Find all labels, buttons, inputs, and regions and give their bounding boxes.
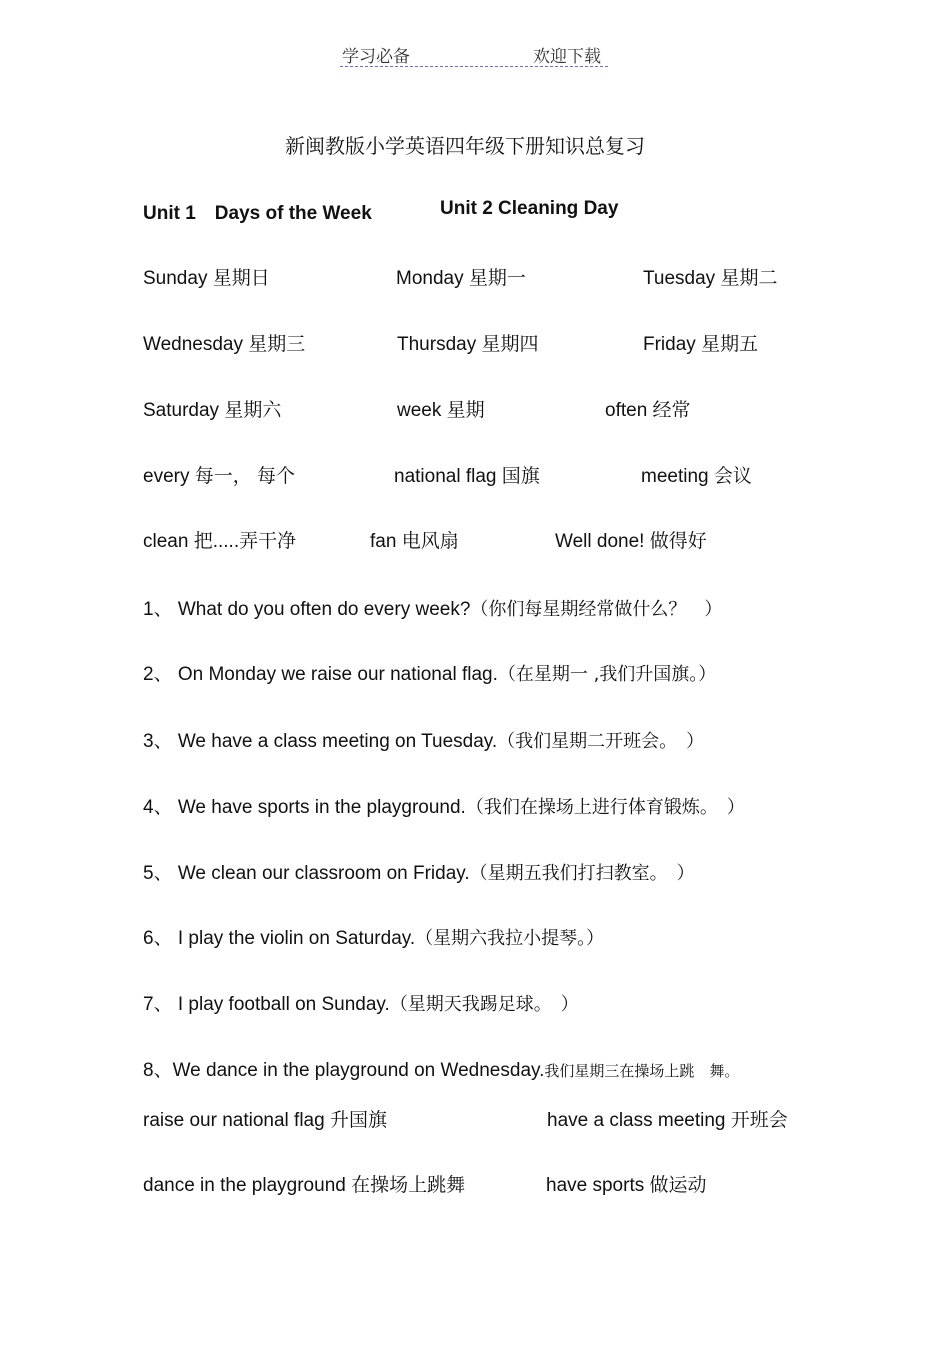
sentence-item <box>143 726 704 753</box>
document-title: 新闽教版小学英语四年级下册知识总复习 <box>285 134 645 158</box>
phrase-item: have sports 做运动 <box>546 1175 707 1196</box>
unit1-title: Unit 1 Days of the Week <box>143 203 372 224</box>
sentence-english: 6、 I play the violin on Saturday. <box>143 928 416 949</box>
sentence-chinese: （星期五我们打扫教室。 ） <box>469 863 695 884</box>
sentence-chinese: 我们星期三在操场上跳 舞。 <box>544 1062 740 1080</box>
phrase-item: raise our national flag 升国旗 <box>143 1110 387 1131</box>
vocab-item: Tuesday 星期二 <box>643 268 778 289</box>
sentence-chinese: （星期六我拉小提琴。） <box>415 928 605 949</box>
header-right-text: 欢迎下载 <box>533 47 601 67</box>
sentence-english: 2、 On Monday we raise our national flag. <box>143 664 498 685</box>
sentence-item <box>143 1055 739 1082</box>
vocab-item: every 每一， 每个 <box>143 466 296 487</box>
sentence-english: 7、 I play football on Sunday. <box>143 994 390 1015</box>
header-left-text: 学习必备 <box>342 47 410 67</box>
unit2-title: Unit 2 Cleaning Day <box>440 198 619 219</box>
sentence-chinese: （在星期一 ,我们升国旗。） <box>497 664 717 685</box>
vocab-item: Saturday 星期六 <box>143 400 282 421</box>
sentence-item <box>143 923 604 950</box>
sentence-item <box>143 858 695 885</box>
vocab-item: Well done! 做得好 <box>555 531 707 552</box>
sentence-english: 3、 We have a class meeting on Tuesday. <box>143 731 498 752</box>
sentence-english: 1、 What do you often do every week? <box>143 599 471 620</box>
sentence-chinese: （我们在操场上进行体育锻炼。 ） <box>465 797 745 818</box>
phrase-item: dance in the playground 在操场上跳舞 <box>143 1175 466 1196</box>
sentence-item <box>143 792 745 819</box>
sentence-chinese: （我们星期二开班会。 ） <box>497 731 705 752</box>
vocab-item: Friday 星期五 <box>643 334 759 355</box>
sentence-chinese: （你们每星期经常做什么？ ） <box>470 599 723 620</box>
phrase-item: have a class meeting 开班会 <box>547 1110 788 1131</box>
sentence-english: 5、 We clean our classroom on Friday. <box>143 863 470 884</box>
page-header <box>340 40 608 67</box>
vocab-item: fan 电风扇 <box>370 531 459 552</box>
vocab-item: week 星期 <box>397 400 485 421</box>
sentence-english: 8、We dance in the playground on Wednesday. <box>143 1060 545 1081</box>
vocab-item: clean 把.....弄干净 <box>143 531 297 552</box>
vocab-item: Sunday 星期日 <box>143 268 270 289</box>
vocab-item: Monday 星期一 <box>396 268 526 289</box>
sentence-item <box>143 594 722 621</box>
sentence-english: 4、 We have sports in the playground. <box>143 797 466 818</box>
sentence-item <box>143 659 716 686</box>
vocab-item: meeting 会议 <box>641 466 752 487</box>
vocab-item: often 经常 <box>605 400 691 421</box>
sentence-chinese: （星期天我踢足球。 ） <box>389 994 579 1015</box>
vocab-item: national flag 国旗 <box>394 466 540 487</box>
vocab-item: Wednesday 星期三 <box>143 334 306 355</box>
vocab-item: Thursday 星期四 <box>397 334 539 355</box>
sentence-item <box>143 989 579 1016</box>
